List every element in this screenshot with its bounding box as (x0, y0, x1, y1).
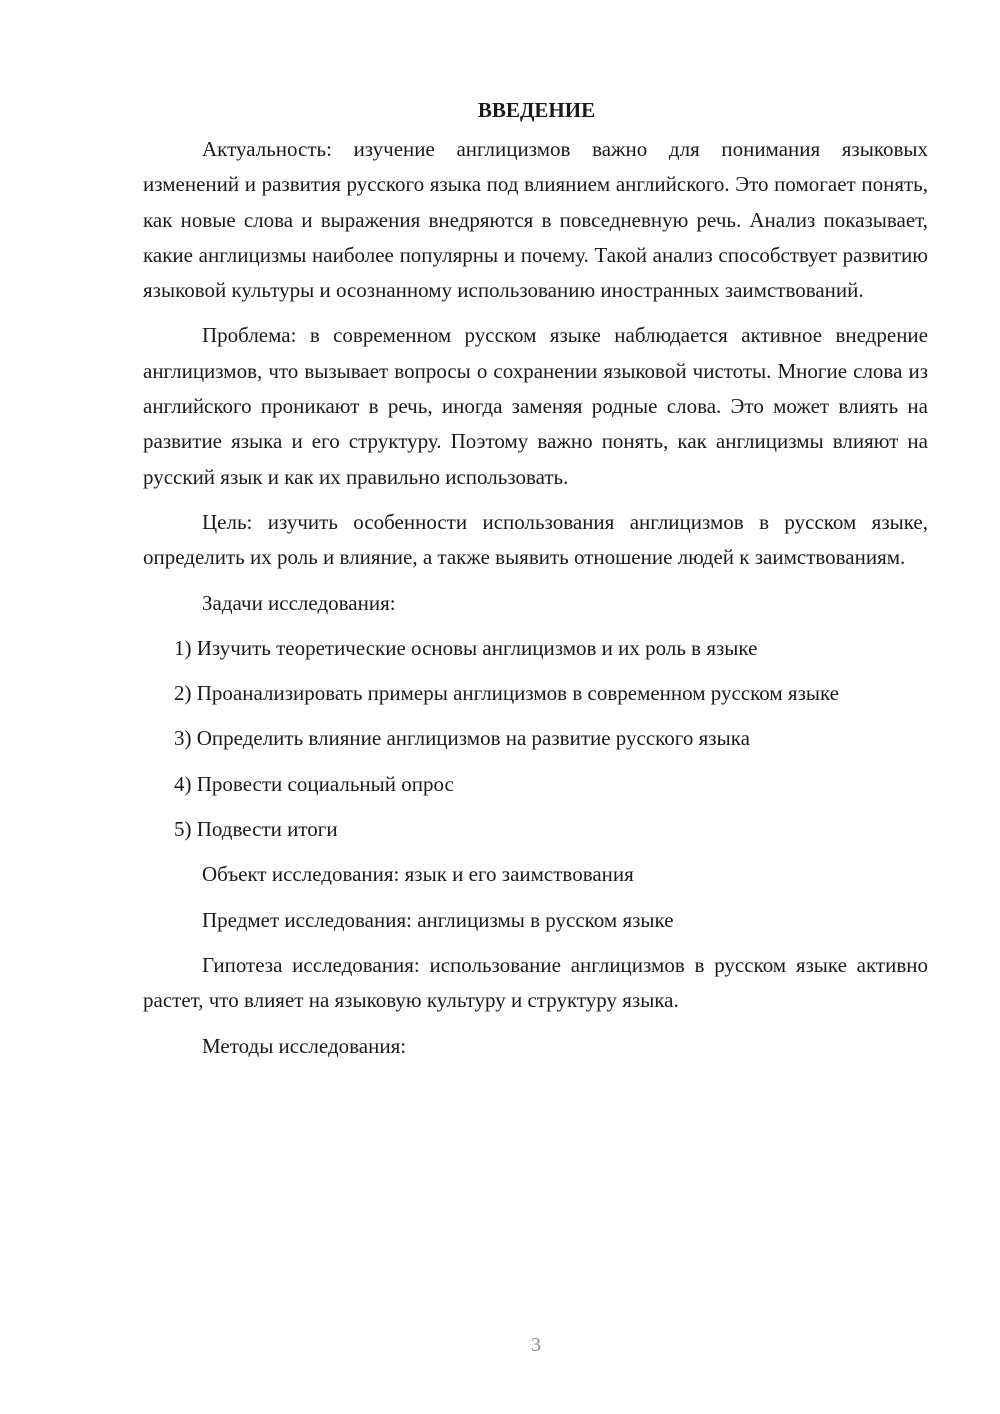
page-number: 3 (531, 1334, 541, 1356)
object-paragraph: Объект исследования: язык и его заимствования (202, 862, 634, 887)
page-title: ВВЕДЕНИЕ (477, 98, 596, 122)
tasks-heading: Задачи исследования: (202, 590, 396, 615)
methods-heading: Методы исследования: (202, 1033, 407, 1058)
task-item: 4) Провести социальный опрос (174, 771, 454, 796)
problem-paragraph: Проблема: в современном русском языке наблюдается активное внедрение англицизмов, что вызывает вопросы о сохранении языковой чистоты. Многие слова из английского проникают в речь, иногда заменяя родные слова. Это может влиять на развитие языка и его структуру. Поэтому важно понять, как англицизмы влияют на русский язык и как их правильно использовать. (143, 323, 928, 489)
task-item: 5) Подвести итоги (174, 817, 338, 842)
task-item: 1) Изучить теоретические основы англицизмов и их роль в языке (174, 635, 758, 660)
task-item: 3) Определить влияние англицизмов на развитие русского языка (174, 726, 750, 751)
hypothesis-paragraph: Гипотеза исследования: использование англицизмов в русском языке активно растет, что влияет на языковую культуру и структуру языка. (143, 952, 928, 1013)
task-item: 2) Проанализировать примеры англицизмов в современном русском языке (174, 681, 839, 706)
goal-paragraph: Цель: изучить особенности использования англицизмов в русском языке, определить их роль и влияние, а также выявить отношение людей к заимствованиям. (143, 509, 928, 570)
subject-paragraph: Предмет исследования: англицизмы в русском языке (202, 907, 674, 932)
relevance-paragraph: Актуальность: изучение англицизмов важно для понимания языковых изменений и развития русского языка под влиянием английского. Это помогает понять, как новые слова и выражения внедряются в повседневную речь. Анализ показывает, какие англицизмы наиболее популярны и почему. Такой анализ способствует развитию языковой культуры и осознанному использованию иностранных заимствований. (143, 137, 928, 303)
document-page (143, 92, 928, 1074)
